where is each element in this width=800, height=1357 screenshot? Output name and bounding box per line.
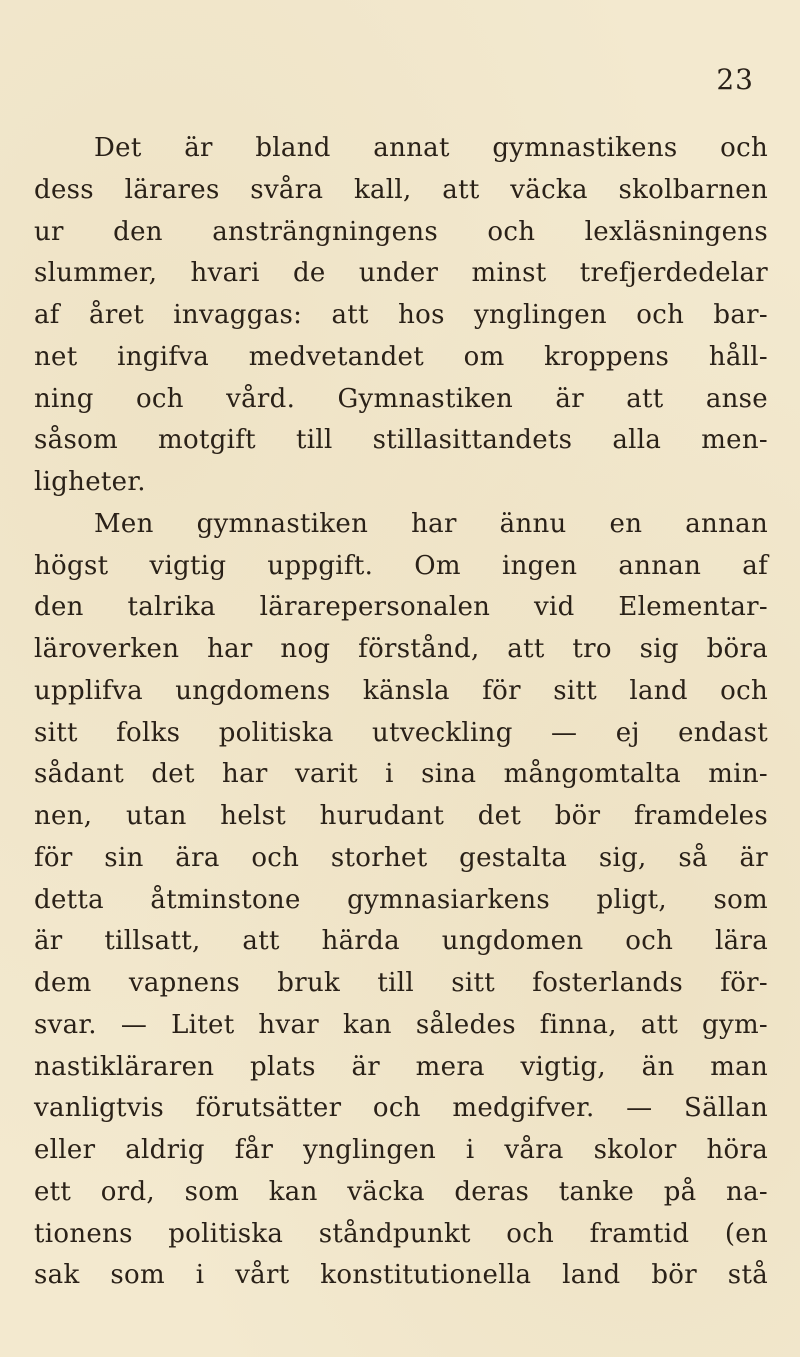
text-line: eller aldrig får ynglingen i våra skolor höra [34,1135,768,1165]
text-line: ligheter. [34,467,146,497]
body-text [34,128,768,1297]
text-line: högst vigtig uppgift. Om ingen annan af [34,550,768,581]
text-line: dess lärares svåra kall, att väcka skolbarnen [34,174,768,205]
text-line: den talrika lärarepersonalen vid Elementar- [34,592,768,623]
page-number: 23 [716,63,754,96]
text-line: dem vapnens bruk till sitt fosterlands för- [34,968,768,998]
text-line: nen, utan helst hurudant det bör framdeles [34,801,768,831]
text-line: net ingifva medvetandet om kroppens håll- [34,341,768,372]
text-line: ur den ansträngningens och lexläsningens [34,216,768,247]
text-line: läroverken har nog förstånd, att tro sig böra [34,634,768,664]
text-line: ning och vård. Gymnastiken är att anse [34,383,768,414]
text-line: vanligtvis förutsätter och medgifver. — Sällan [34,1093,768,1124]
text-line: är tillsatt, att härda ungdomen och lära [34,926,768,957]
text-line: tionens politiska ståndpunkt och framtid (en [34,1218,768,1249]
text-line: af året invaggas: att hos ynglingen och bar- [34,300,768,330]
text-line: nastikläraren plats är mera vigtig, än man [34,1051,768,1082]
text-line: sådant det har varit i sina mångomtalta min- [34,759,768,790]
text-line: slummer, hvari de under minst trefjerdedelar [34,258,768,289]
text-line: svar. — Litet hvar kan således finna, att gym- [34,1009,768,1040]
text-line: detta åtminstone gymnasiarkens pligt, som [34,884,768,915]
text-line: Men gymnastiken har ännu en annan [94,508,768,539]
paragraph-1 [34,128,768,504]
text-line: sitt folks politiska utveckling — ej endast [34,717,768,748]
text-line: ett ord, som kan väcka deras tanke på na- [34,1176,768,1207]
text-line: sak som i vårt konstitutionella land bör stå [34,1260,768,1291]
paragraph-2 [34,504,768,1297]
text-line: för sin ära och storhet gestalta sig, så är [34,842,768,873]
text-line: såsom motgift till stillasittandets alla men- [34,425,768,456]
text-line: upplifva ungdomens känsla för sitt land och [34,675,768,706]
text-line: Det är bland annat gymnastikens och [94,133,768,163]
